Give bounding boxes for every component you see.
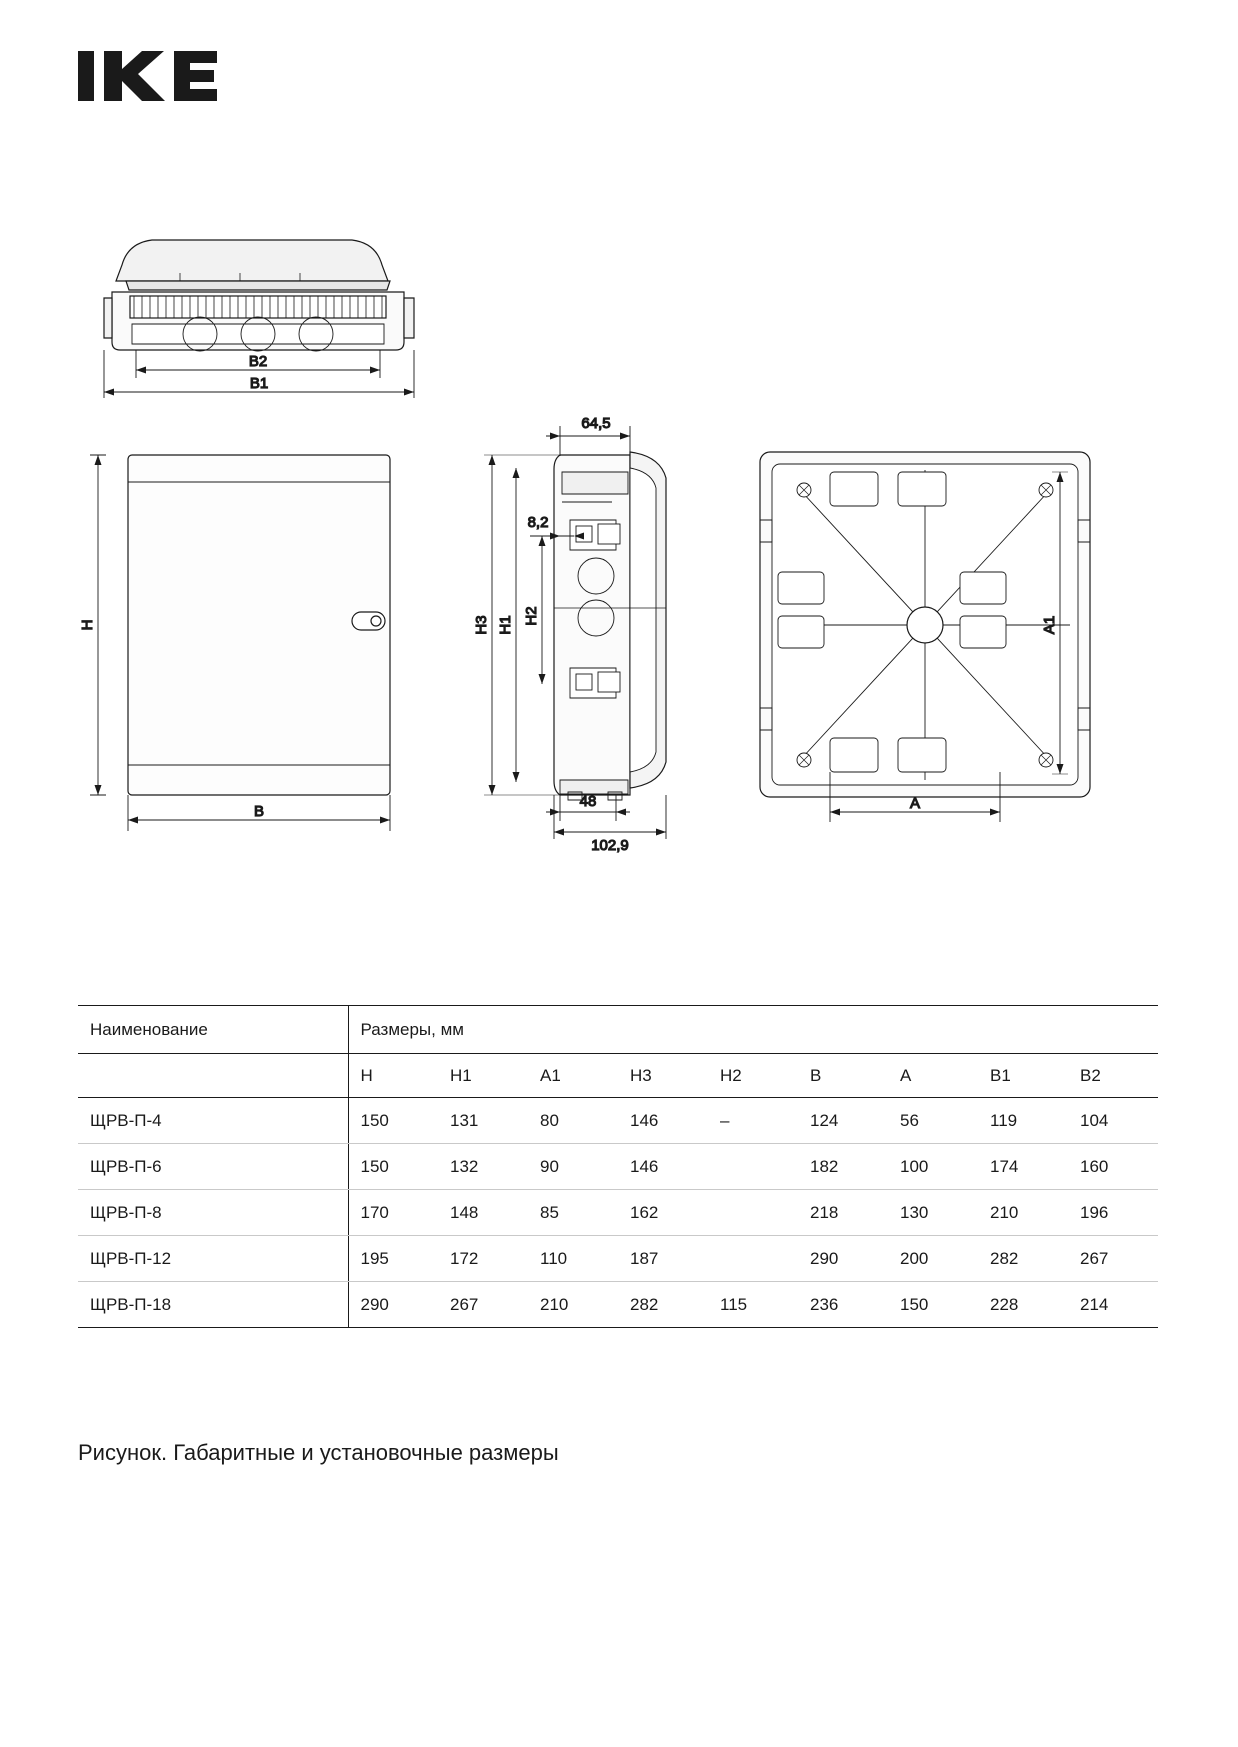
top-view-drawing bbox=[104, 240, 414, 398]
row-name: ЩРВ-П-18 bbox=[78, 1282, 348, 1328]
dim-h3: H3 bbox=[473, 615, 490, 635]
cell-b2: 104 bbox=[1068, 1098, 1158, 1144]
header-group: Размеры, мм bbox=[348, 1006, 1158, 1054]
cell-b: 124 bbox=[798, 1098, 888, 1144]
cell-h: 290 bbox=[348, 1282, 438, 1328]
cell-h: 170 bbox=[348, 1190, 438, 1236]
cell-h2: – bbox=[708, 1098, 798, 1144]
cell-h1: 267 bbox=[438, 1282, 528, 1328]
dim-h2: H2 bbox=[523, 606, 540, 626]
cell-h3: 187 bbox=[618, 1236, 708, 1282]
table-header-group-row bbox=[78, 1006, 1158, 1054]
cell-h3: 146 bbox=[618, 1144, 708, 1190]
dim-b2-top: B2 bbox=[248, 353, 268, 370]
column-h: H bbox=[348, 1054, 438, 1098]
side-view-drawing bbox=[473, 415, 666, 854]
figure-caption: Рисунок. Габаритные и установочные размеры bbox=[78, 1440, 559, 1465]
row-name: ЩРВ-П-4 bbox=[78, 1098, 348, 1144]
cell-b1: 119 bbox=[978, 1098, 1068, 1144]
dim-b-front: B bbox=[253, 803, 265, 820]
cell-h1: 131 bbox=[438, 1098, 528, 1144]
cell-h: 150 bbox=[348, 1098, 438, 1144]
cell-h2 bbox=[708, 1236, 798, 1282]
cell-b1: 174 bbox=[978, 1144, 1068, 1190]
cell-a: 100 bbox=[888, 1144, 978, 1190]
column-h2: H2 bbox=[708, 1054, 798, 1098]
dim-48: 48 bbox=[579, 793, 597, 810]
cell-b2: 196 bbox=[1068, 1190, 1158, 1236]
cell-b2: 267 bbox=[1068, 1236, 1158, 1282]
column-a1: A1 bbox=[528, 1054, 618, 1098]
cell-b1: 282 bbox=[978, 1236, 1068, 1282]
cell-h1: 172 bbox=[438, 1236, 528, 1282]
dimensions-table bbox=[78, 1005, 1158, 1328]
cell-h: 195 bbox=[348, 1236, 438, 1282]
dim-82: 8,2 bbox=[527, 514, 549, 531]
header-name: Наименование bbox=[78, 1006, 348, 1054]
column-b1: B1 bbox=[978, 1054, 1068, 1098]
cell-a: 150 bbox=[888, 1282, 978, 1328]
cell-b1: 228 bbox=[978, 1282, 1068, 1328]
cell-b: 218 bbox=[798, 1190, 888, 1236]
table-header-columns-row bbox=[78, 1054, 1158, 1098]
cell-a1: 110 bbox=[528, 1236, 618, 1282]
cell-h: 150 bbox=[348, 1144, 438, 1190]
table-row bbox=[78, 1282, 1158, 1328]
dim-645: 64,5 bbox=[581, 415, 611, 432]
dim-h-front: H bbox=[79, 619, 96, 631]
cell-a1: 210 bbox=[528, 1282, 618, 1328]
cell-h3: 162 bbox=[618, 1190, 708, 1236]
cell-b: 236 bbox=[798, 1282, 888, 1328]
table-row bbox=[78, 1190, 1158, 1236]
row-name: ЩРВ-П-8 bbox=[78, 1190, 348, 1236]
dim-a: A bbox=[909, 795, 921, 812]
column-b2: B2 bbox=[1068, 1054, 1158, 1098]
cell-h2 bbox=[708, 1144, 798, 1190]
cell-h2: 115 bbox=[708, 1282, 798, 1328]
cell-a: 200 bbox=[888, 1236, 978, 1282]
cell-h1: 148 bbox=[438, 1190, 528, 1236]
dim-1029: 102,9 bbox=[591, 837, 629, 854]
dim-h1: H1 bbox=[497, 615, 514, 635]
cell-b: 290 bbox=[798, 1236, 888, 1282]
cell-b2: 214 bbox=[1068, 1282, 1158, 1328]
header-name-spacer bbox=[78, 1054, 348, 1098]
cell-b2: 160 bbox=[1068, 1144, 1158, 1190]
front-view-drawing bbox=[79, 455, 390, 831]
cell-h3: 146 bbox=[618, 1098, 708, 1144]
column-h3: H3 bbox=[618, 1054, 708, 1098]
table-row bbox=[78, 1144, 1158, 1190]
cell-a1: 80 bbox=[528, 1098, 618, 1144]
table-row bbox=[78, 1098, 1158, 1144]
column-h1: H1 bbox=[438, 1054, 528, 1098]
cell-a: 130 bbox=[888, 1190, 978, 1236]
cell-b: 182 bbox=[798, 1144, 888, 1190]
cell-b1: 210 bbox=[978, 1190, 1068, 1236]
column-b: B bbox=[798, 1054, 888, 1098]
cell-a1: 90 bbox=[528, 1144, 618, 1190]
column-a: A bbox=[888, 1054, 978, 1098]
cell-h2 bbox=[708, 1190, 798, 1236]
iek-logo bbox=[78, 45, 218, 107]
dim-a1: A1 bbox=[1041, 615, 1058, 635]
dim-b1-top: B1 bbox=[249, 375, 269, 392]
cell-h1: 132 bbox=[438, 1144, 528, 1190]
cell-h3: 282 bbox=[618, 1282, 708, 1328]
row-name: ЩРВ-П-6 bbox=[78, 1144, 348, 1190]
table-row bbox=[78, 1236, 1158, 1282]
technical-drawings bbox=[60, 220, 1180, 890]
back-view-drawing bbox=[760, 452, 1090, 822]
row-name: ЩРВ-П-12 bbox=[78, 1236, 348, 1282]
cell-a1: 85 bbox=[528, 1190, 618, 1236]
cell-a: 56 bbox=[888, 1098, 978, 1144]
